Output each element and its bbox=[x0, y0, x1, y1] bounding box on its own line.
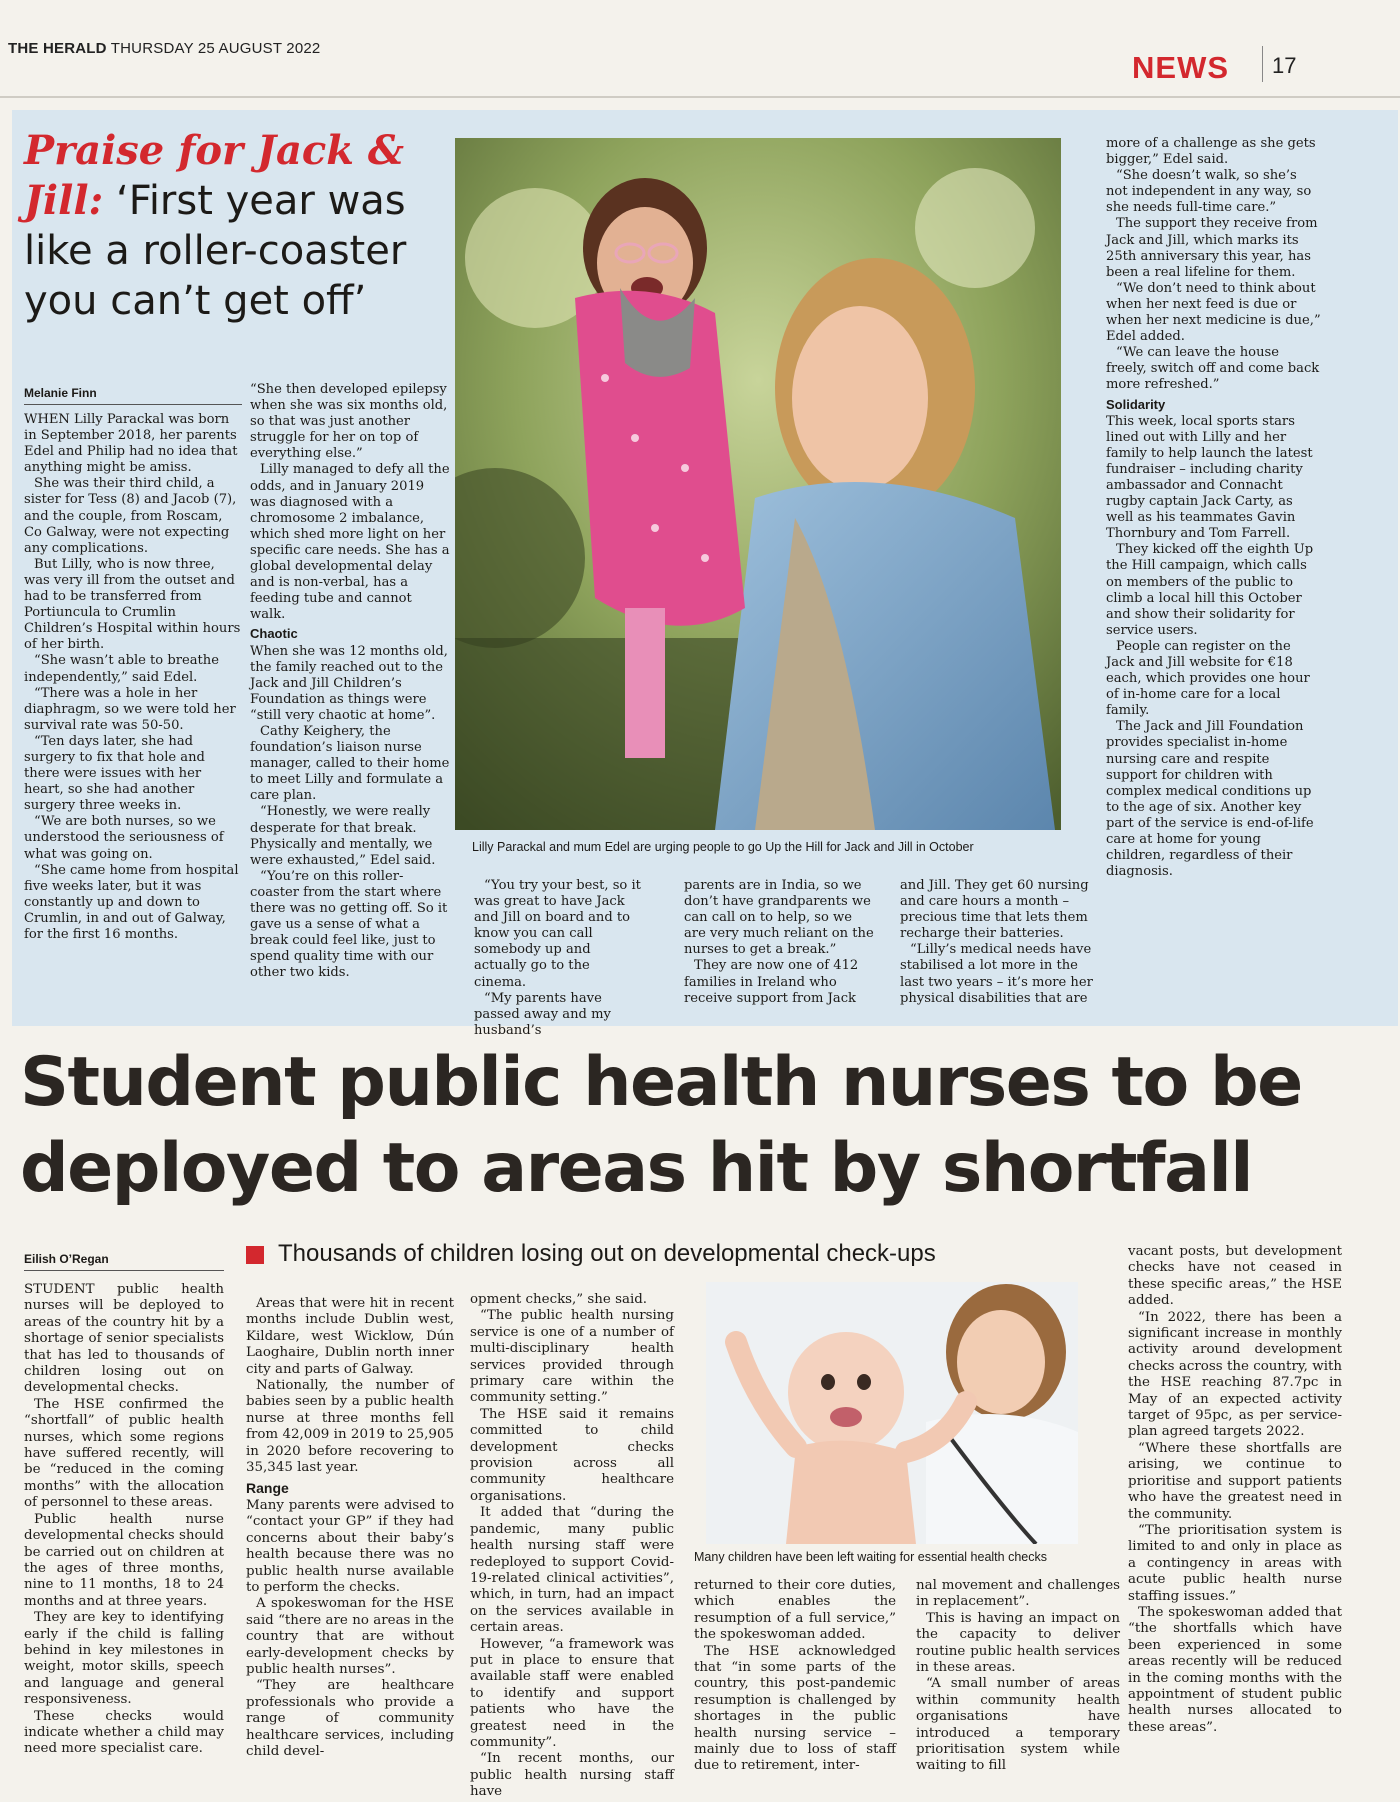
paragraph: Nationally, the number of babies seen by a public health nurse at three months fell from 42,009 in 2019 to 25,905 in 2020 before recovering to 35,345 last year. bbox=[246, 1378, 454, 1476]
story2-column-4 bbox=[694, 1578, 896, 1775]
story1-kicker: Praise for Jack & Jill: bbox=[24, 127, 404, 224]
paragraph: But Lilly, who is now three, was very ill from the outset and had to be transferred from Portiuncula to Crumlin Children’s Hospital within hours of her birth. bbox=[24, 556, 241, 653]
paragraph: “The prioritisation system is limited to and only in place as a contingency in areas with acute public health nurse staffing issues.” bbox=[1128, 1522, 1342, 1604]
paragraph: “Where these shortfalls are arising, we continue to prioritise and support patients who have the greatest need in the community. bbox=[1128, 1440, 1342, 1522]
paragraph: The HSE said it remains committed to child development checks provision across all community healthcare organisations. bbox=[470, 1406, 674, 1504]
byline-rule bbox=[24, 1270, 224, 1271]
story1-byline: Melanie Finn bbox=[24, 386, 97, 400]
story1-column-6 bbox=[1106, 136, 1322, 880]
paragraph: “Lilly’s medical needs have stabilised a lot more in the last two years – it’s more her physical disabilities that are bbox=[900, 942, 1093, 1006]
issue-date: THURSDAY 25 AUGUST 2022 bbox=[110, 40, 321, 57]
story2-subhead: Thousands of children losing out on developmental check-ups bbox=[278, 1240, 936, 1267]
story1-column-4 bbox=[684, 878, 874, 1007]
paragraph: “We can leave the house freely, switch off and come back more refreshed.” bbox=[1106, 345, 1320, 393]
page-divider bbox=[1262, 46, 1263, 82]
paragraph: “We don’t need to think about when her next feed is due or when her next medicine is due,” Edel added. bbox=[1106, 280, 1321, 345]
paragraph: “In recent months, our public health nursing staff have bbox=[470, 1751, 674, 1800]
story2-column-2 bbox=[246, 1296, 454, 1760]
section-label: NEWS bbox=[1132, 50, 1229, 85]
paragraph: However, “a framework was put in place to ensure that available staff were enabled to identify and support patients who have the greatest need in the community”. bbox=[470, 1636, 674, 1750]
paragraph: “Honestly, we were really desperate for that break. Physically and mentally, we were exhausted,” Edel said. bbox=[250, 804, 436, 868]
story1-headline-text: ‘First year was like a roller-coaster you can’t get off’ bbox=[24, 178, 407, 324]
paragraph: Lilly managed to defy all the odds, and in January 2019 was diagnosed with a chromosome 2 imbalance, which shed more light on her specific care needs. She has a global developmental delay and is non-verbal, has a feeding tube and cannot walk. bbox=[250, 462, 450, 623]
subhead-range: Range bbox=[246, 1480, 289, 1497]
paragraph: It added that “during the pandemic, many public health nursing staff were redeployed to support Covid-19-related clinical activities”, which, in turn, had an impact on the services available in certain areas. bbox=[470, 1505, 674, 1636]
story2-column-6 bbox=[1128, 1244, 1342, 1736]
paragraph: “My parents have passed away and my husband’s bbox=[474, 990, 611, 1038]
story1-column-2 bbox=[250, 382, 450, 981]
paragraph: This week, local sports stars lined out with Lilly and her family to help launch the latest fundraiser – including charity ambassador and Connacht rugby captain Jack Carty, as well as his teammates Gavin Thornbury and Tom Farrell. bbox=[1106, 413, 1313, 542]
paragraph: and Jill. They get 60 nursing and care hours a month – precious time that lets them recharge their batteries. bbox=[900, 878, 1089, 942]
page-number: 17 bbox=[1272, 53, 1297, 78]
paragraph: The support they receive from Jack and Jill, which marks its 25th anniversary this year, has been a real lifeline for them. bbox=[1106, 216, 1318, 280]
paragraph: These checks would indicate whether a child may need more specialist care. bbox=[24, 1708, 224, 1757]
photo-lilly-and-edel bbox=[455, 138, 1061, 830]
paragraph: nal movement and challenges in replacement”. bbox=[916, 1578, 1120, 1610]
story2-headline: Student public health nurses to be deployed to areas hit by shortfall bbox=[20, 1043, 1302, 1208]
photo-baby-and-nurse bbox=[706, 1282, 1078, 1544]
paragraph: The HSE confirmed the “shortfall” of public health nurses, which some regions have suffered recently, will be “reduced in the coming months” with the allocation of personnel to these areas. bbox=[24, 1396, 224, 1511]
paragraph: Areas that were hit in recent months include Dublin west, Kildare, west Wicklow, Dún Laoghaire, Dublin north inner city and parts of Galway. bbox=[246, 1296, 454, 1377]
paragraph: parents are in India, so we don’t have grandparents we can call on to help, so we are very much reliant on the nurses to get a break.” bbox=[684, 878, 874, 958]
story2-photo-caption: Many children have been left waiting for essential health checks bbox=[694, 1550, 1047, 1564]
story1-photo-caption: Lilly Parackal and mum Edel are urging people to go Up the Hill for Jack and Jill in October bbox=[472, 840, 974, 854]
story2-column-3 bbox=[470, 1292, 674, 1801]
paper-name: THE HERALD bbox=[8, 40, 107, 57]
paragraph: “The public health nursing service is one of a number of multi-disciplinary health services provided through primary care within the community setting.” bbox=[470, 1308, 674, 1406]
paragraph: They are now one of 412 families in Ireland who receive support from Jack bbox=[684, 958, 859, 1006]
paragraph: They kicked off the eighth Up the Hill campaign, which calls on members of the public to climb a local hill this October and show their solidarity for service users. bbox=[1106, 542, 1314, 638]
paragraph: WHEN Lilly Parackal was born in September 2018, her parents Edel and Philip had no idea that anything might be amiss. bbox=[24, 412, 238, 476]
story1-column-3 bbox=[474, 878, 642, 1039]
paragraph: opment checks,” she said. bbox=[470, 1292, 648, 1307]
story2-column-1 bbox=[24, 1282, 224, 1758]
photo-illustration bbox=[455, 138, 1061, 830]
paragraph: People can register on the Jack and Jill website for €18 each, which provides one hour of in-home care for a local family. bbox=[1106, 638, 1310, 719]
subhead-chaotic: Chaotic bbox=[250, 626, 298, 642]
paragraph: She was their third child, a sister for Tess (8) and Jacob (7), and the couple, from Roscam, Co Galway, were not expecting any complications. bbox=[24, 476, 237, 556]
paragraph: STUDENT public health nurses will be deployed to areas of the country hit by a shortage of senior specialists that has led to thousands of children losing out on developmental checks. bbox=[24, 1282, 224, 1396]
paragraph: The spokeswoman added that “the shortfalls which have been experienced in some areas recently will be reduced in the coming months with the appointment of student public health nurses allocated to these areas”. bbox=[1128, 1604, 1342, 1735]
paragraph: “She wasn’t able to breathe independently,” said Edel. bbox=[24, 653, 219, 685]
photo-illustration bbox=[706, 1282, 1078, 1544]
byline-rule bbox=[24, 404, 242, 405]
paragraph: “Ten days later, she had surgery to fix that hole and there were issues with her heart, so she had another surgery three weeks in. bbox=[24, 733, 205, 814]
paragraph: When she was 12 months old, the family reached out to the Jack and Jill Children’s Foundation as things were “still very chaotic at home”. bbox=[250, 643, 448, 723]
paragraph: The Jack and Jill Foundation provides specialist in-home nursing care and respite support for children with complex medical conditions up to the age of six. Another key part of the service is end-of-life care at home for young children, regardless of their diagnosis. bbox=[1106, 719, 1314, 880]
paragraph: Public health nurse developmental checks should be carried out on children at the ages of three months, nine to 11 months, 18 to 24 months and at three years. bbox=[24, 1511, 224, 1609]
paragraph: “She doesn’t walk, so she’s not independent in any way, so she needs full-time care.” bbox=[1106, 168, 1312, 216]
paragraph: “They are healthcare professionals who provide a range of community healthcare services, including child devel- bbox=[246, 1678, 454, 1759]
paragraph: returned to their core duties, which enables the resumption of a full service,” the spokeswoman added. bbox=[694, 1578, 896, 1643]
paragraph: “You’re on this roller-coaster from the start where there was no getting off. So it gave us a sense of what a break could feel like, just to spend quality time with our other two kids. bbox=[250, 868, 448, 981]
paragraph: “You try your best, so it was great to have Jack and Jill on board and to know you can call somebody up and actually go to the cinema. bbox=[474, 878, 641, 990]
story1-headline bbox=[24, 126, 444, 326]
paragraph: more of a challenge as she gets bigger,” Edel said. bbox=[1106, 136, 1316, 168]
paragraph: “A small number of areas within community health organisations have introduced a temporary prioritisation system while waiting to fill bbox=[916, 1676, 1120, 1774]
paragraph: They are key to identifying early if the child is falling behind in key milestones in weight, motor skills, speech and language and general responsiveness. bbox=[24, 1610, 224, 1708]
story1-column-5 bbox=[900, 878, 1100, 1007]
paragraph: This is having an impact on the capacity to deliver routine public health services in these areas. bbox=[916, 1610, 1120, 1676]
paragraph: “There was a hole in her diaphragm, so we were told her survival rate was 50-50. bbox=[24, 685, 236, 733]
paragraph: Many parents were advised to “contact your GP” if they had concerns about their baby’s health because there was no public health nurse available to perform the checks. bbox=[246, 1497, 454, 1595]
paragraph: The HSE acknowledged that “in some parts of the country, this post-pandemic resumption is challenged by shortages in the public health nursing service – mainly due to loss of staff due to retirement, inter- bbox=[694, 1643, 896, 1774]
paragraph: “We are both nurses, so we understood the seriousness of what was going on. bbox=[24, 814, 224, 862]
masthead bbox=[8, 40, 320, 57]
paragraph: “She came home from hospital five weeks later, but it was constantly up and down to Crumlin, in and out of Galway, for the first 16 months. bbox=[24, 862, 239, 942]
paragraph: A spokeswoman for the HSE said “there are no areas in the country that are without early-development checks by public health nurses”. bbox=[246, 1596, 454, 1677]
paragraph: “In 2022, there has been a significant increase in monthly activity around development checks across the country, with the HSE reaching 87.7pc in May of an expected activity target of 95pc, as per service-plan agreed targets 2022. bbox=[1128, 1309, 1342, 1440]
paragraph: “She then developed epilepsy when she was six months old, so that was just another struggle for her on top of everything else.” bbox=[250, 382, 448, 462]
subhead-bullet bbox=[246, 1246, 264, 1264]
masthead-rule bbox=[0, 96, 1400, 98]
paragraph: vacant posts, but development checks have not ceased in these specific areas,” the HSE added. bbox=[1128, 1244, 1342, 1309]
subhead-solidarity: Solidarity bbox=[1106, 396, 1166, 412]
paragraph: Cathy Keighery, the foundation’s liaison nurse manager, called to their home to meet Lilly and formulate a care plan. bbox=[250, 723, 450, 804]
story2-byline: Eilish O’Regan bbox=[24, 1252, 109, 1266]
story1-column-1 bbox=[24, 412, 242, 943]
story2-column-5 bbox=[916, 1578, 1120, 1775]
